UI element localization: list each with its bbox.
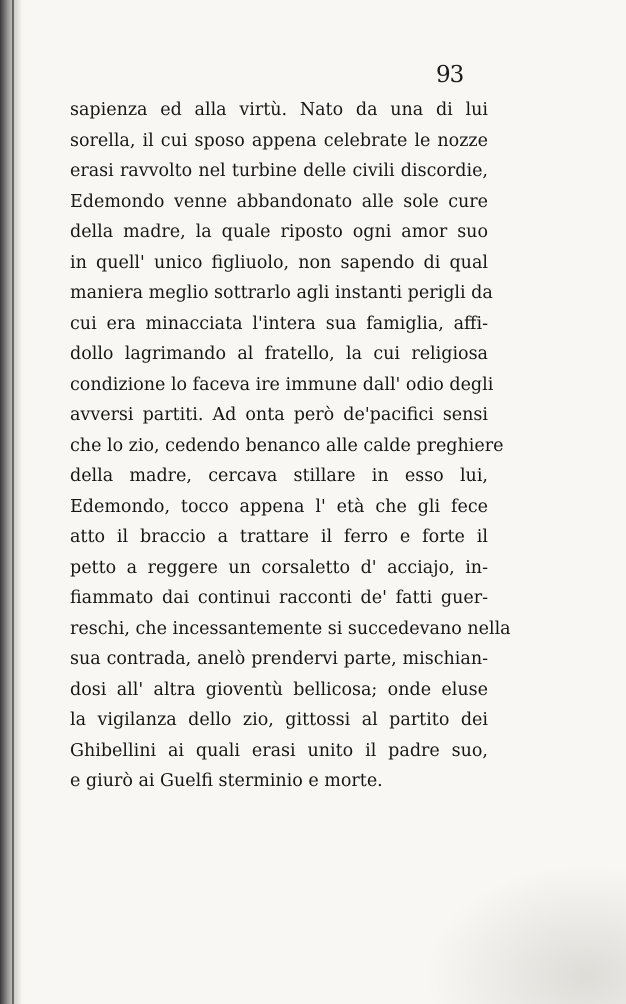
text-line: sapienza ed alla virtù. Nato da una di lui	[70, 100, 488, 120]
text-line: Ghibellini ai quali erasi unito il padre suo,	[70, 740, 488, 761]
text-line: dosi all' altra gioventù bellicosa; onde eluse	[70, 679, 488, 700]
text-line: e giurò ai Guelfi sterminio e morte.	[70, 771, 383, 791]
text-line: erasi ravvolto nel turbine delle civili discordie,	[70, 161, 488, 181]
text-line: cui era minacciata l'intera sua famiglia, affi-	[70, 313, 488, 334]
page-number: 93	[436, 62, 464, 88]
text-line: dollo lagrimando al fratello, la cui religiosa	[70, 344, 488, 364]
text-line: che lo zio, cedendo benanco alle calde preghiere	[70, 435, 504, 456]
text-line: Edemondo, tocco appena l' età che gli fece	[70, 496, 488, 517]
body-text	[70, 95, 511, 797]
text-line: reschi, che incessantemente si succedevano nella	[70, 618, 511, 639]
text-line: in quell' unico figliuolo, non sapendo di qual	[70, 252, 488, 273]
text-line: della madre, cercava stillare in esso lui,	[70, 466, 488, 486]
binding-edge	[0, 0, 22, 1004]
paper-stain	[426, 864, 626, 1004]
text-line: sua contrada, anelò prendervi parte, mischian-	[70, 649, 488, 669]
text-line: fiammato dai continui racconti de' fatti guer-	[70, 588, 488, 608]
text-line: maniera meglio sottrarlo agli instanti perigli da	[70, 283, 493, 303]
text-line: condizione lo faceva ire immune dall' odio degli	[70, 374, 494, 395]
binding-shadow-line	[12, 0, 14, 1004]
text-line: atto il braccio a trattare il ferro e forte il	[70, 527, 488, 547]
text-line: petto a reggere un corsaletto d' acciajo, in-	[70, 557, 488, 578]
text-line: la vigilanza dello zio, gittossi al partito dei	[70, 710, 488, 730]
text-line: avversi partiti. Ad onta però de'pacifici sensi	[70, 405, 488, 425]
text-line: sorella, il cui sposo appena celebrate le nozze	[70, 130, 488, 151]
text-line: della madre, la quale riposto ogni amor suo	[70, 222, 488, 242]
text-line: Edemondo venne abbandonato alle sole cure	[70, 191, 488, 212]
